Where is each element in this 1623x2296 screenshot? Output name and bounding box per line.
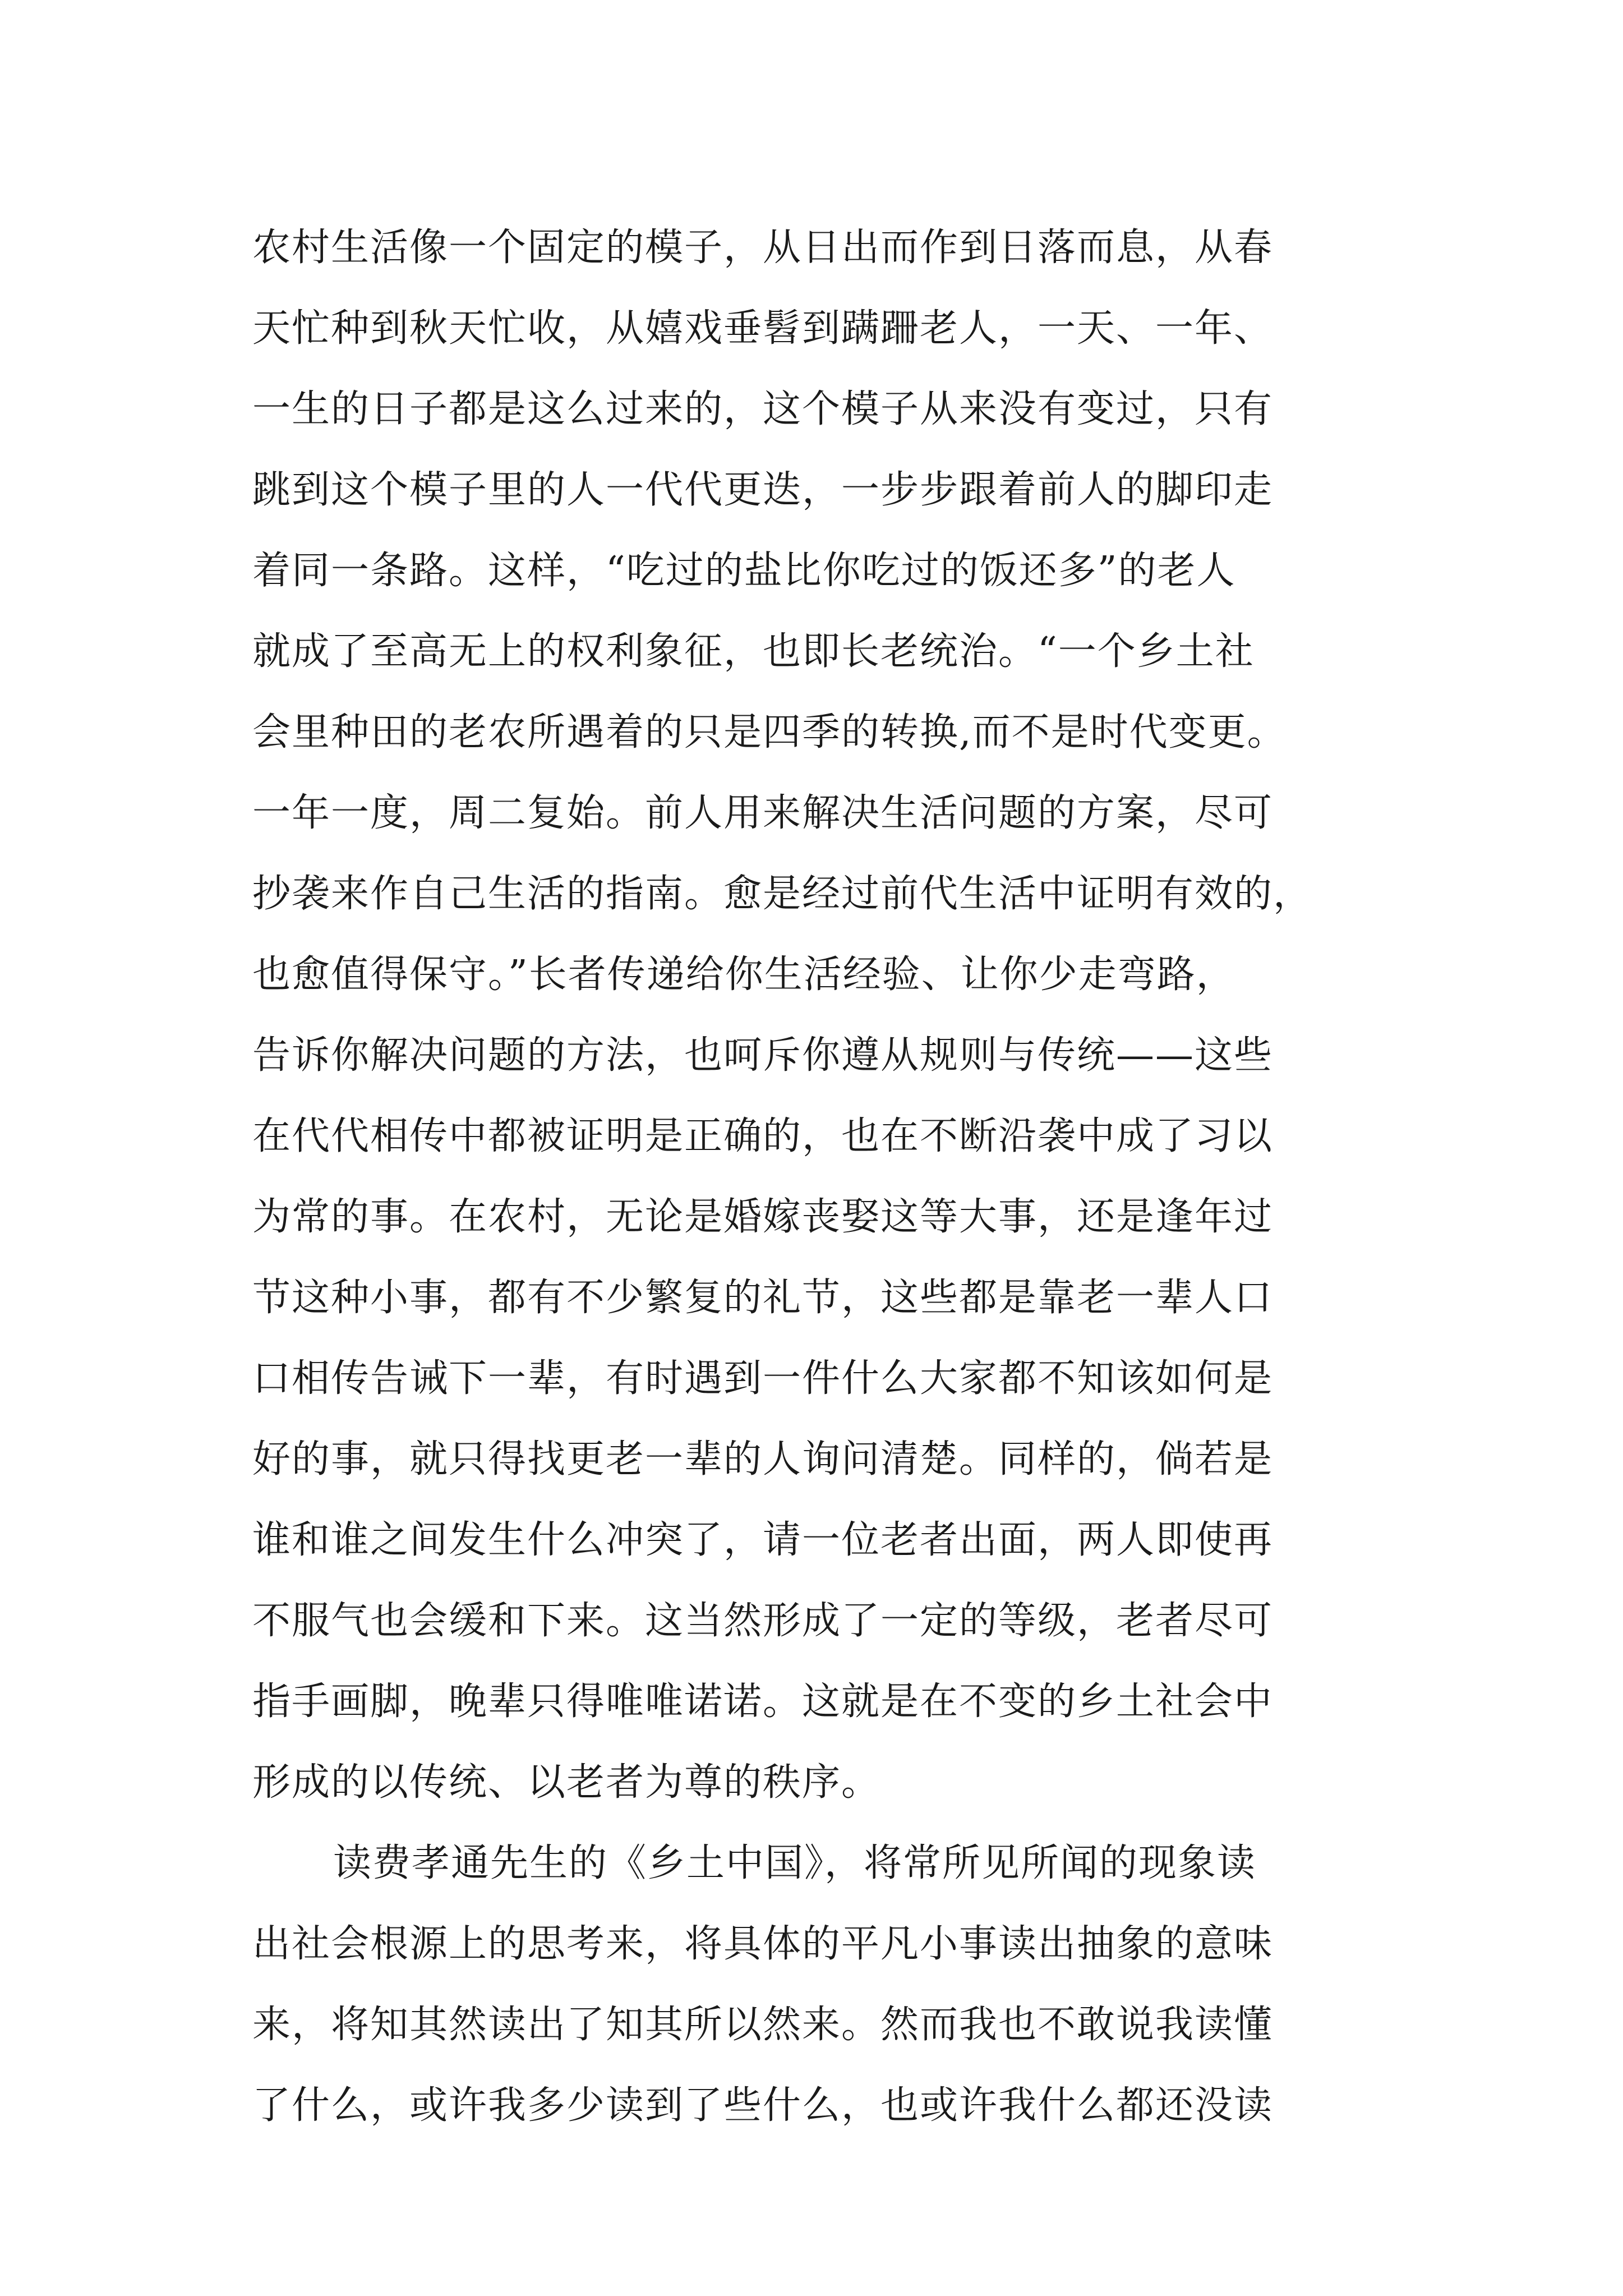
paragraph-line: 了什么，或许我多少读到了些什么，也或许我什么都还没读: [252, 2083, 1274, 2128]
paragraph-line: 节这种小事，都有不少繁复的礼节，这些都是靠老一辈人口: [252, 1276, 1274, 1320]
body-text: [252, 208, 1408, 2146]
paragraph-line: 一年一度，周二复始。前人用来解决生活问题的方案，尽可: [252, 791, 1274, 835]
paragraph-line: 就成了至高无上的权利象征，也即长老统治。“一个乡土社: [252, 629, 1255, 674]
paragraph-line: 为常的事。在农村，无论是婚嫁丧娶这等大事，还是逢年过: [252, 1195, 1274, 1239]
paragraph-line: 出社会根源上的思考来，将具体的平凡小事读出抽象的意味: [252, 1922, 1274, 1966]
paragraph-line: 天忙种到秋天忙收，从嬉戏垂髫到蹒跚老人，一天、一年、: [252, 306, 1274, 351]
paragraph-line: 告诉你解决问题的方法，也呵斥你遵从规则与传统——这些: [252, 1033, 1274, 1078]
paragraph-line: 谁和谁之间发生什么冲突了，请一位老者出面，两人即使再: [252, 1518, 1274, 1562]
paragraph-line: 也愈值得保守。”长者传递给你生活经验、让你少走弯路，: [252, 953, 1235, 997]
paragraph-2: [252, 1823, 1408, 2146]
paragraph-line: 口相传告诫下一辈，有时遇到一件什么大家都不知该如何是: [252, 1356, 1274, 1401]
paragraph-line: 农村生活像一个固定的模子，从日出而作到日落而息，从春: [252, 226, 1274, 270]
paragraph-line: 跳到这个模子里的人一代代更迭，一步步跟着前人的脚印走: [252, 468, 1274, 512]
paragraph-line: 着同一条路。这样，“吃过的盐比你吃过的饭还多”的老人: [252, 549, 1236, 593]
paragraph-line: 不服气也会缓和下来。这当然形成了一定的等级，老者尽可: [252, 1599, 1274, 1643]
paragraph-line: 指手画脚，晚辈只得唯唯诺诺。这就是在不变的乡土社会中: [252, 1680, 1274, 1724]
paragraph-line: 在代代相传中都被证明是正确的，也在不断沿袭中成了习以: [252, 1114, 1274, 1158]
paragraph-line: 一生的日子都是这么过来的，这个模子从来没有变过，只有: [252, 387, 1274, 431]
paragraph-line: 来，将知其然读出了知其所以然来。然而我也不敢说我读懂: [252, 2003, 1274, 2047]
paragraph-line: 形成的以传统、以老者为尊的秩序。: [252, 1760, 881, 1805]
paragraph-line: 会里种田的老农所遇着的只是四季的转换,而不是时代变更。: [252, 710, 1287, 754]
paragraph-line: 读费孝通先生的《乡土中国》，将常所见所闻的现象读: [333, 1841, 1257, 1885]
paragraph-line: 抄袭来作自己生活的指南。愈是经过前代生活中证明有效的，: [252, 872, 1313, 916]
paragraph-1: [252, 208, 1408, 1823]
paragraph-line: 好的事，就只得找更老一辈的人询问清楚。同样的，倘若是: [252, 1437, 1274, 1481]
